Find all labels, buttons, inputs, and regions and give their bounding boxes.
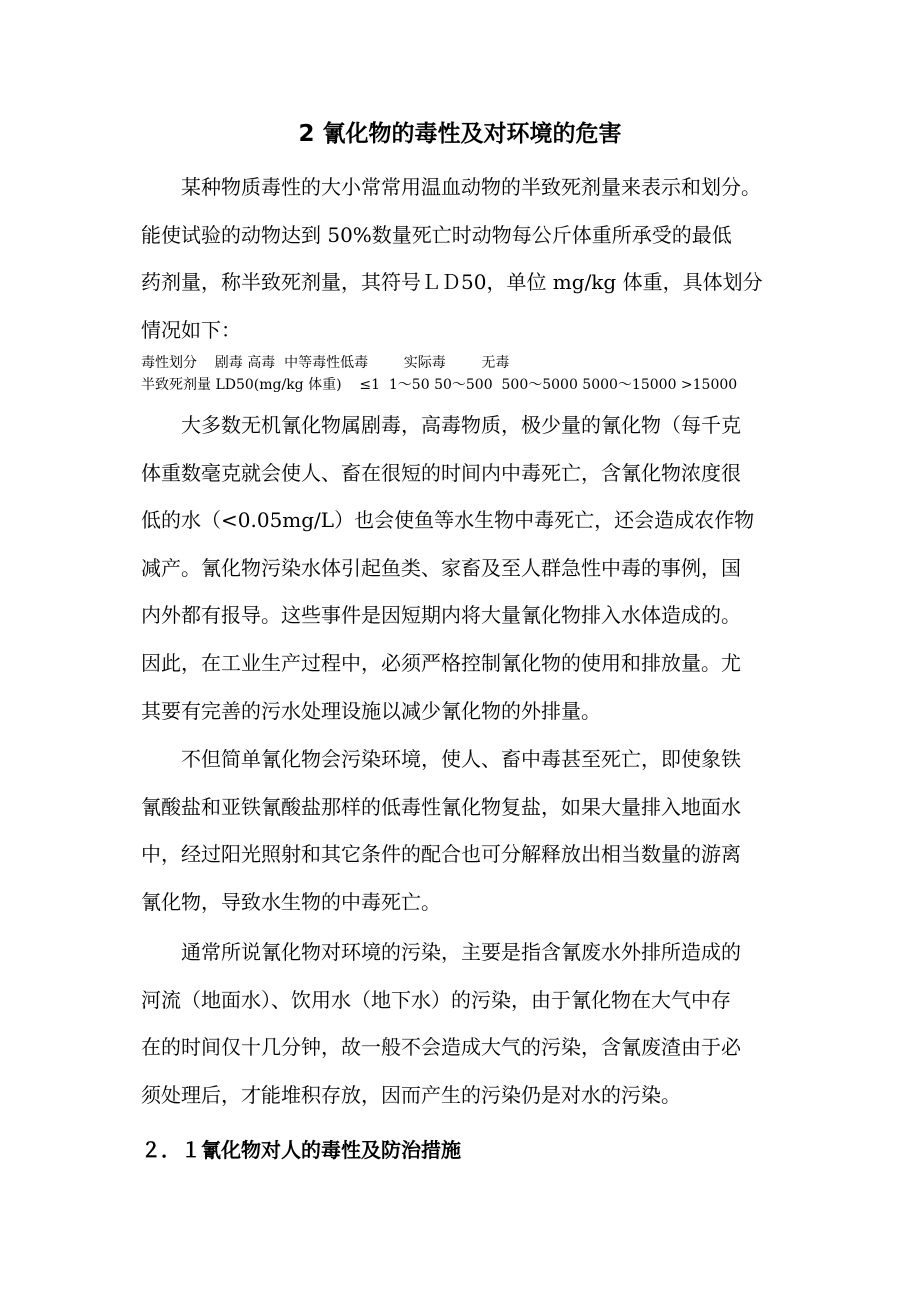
- paragraph-line: 大多数无机氰化物属剧毒，高毒物质，极少量的氰化物（每千克: [181, 413, 741, 437]
- paragraph-line: 减产。氰化物污染水体引起鱼类、家畜及至人群急性中毒的事例，国: [141, 555, 741, 580]
- paragraph-line: 不但简单氰化物会污染环境，使人、畜中毒甚至死亡，即使象铁: [181, 747, 741, 771]
- paragraph-line: 须处理后，才能堆积存放，因而产生的污染仍是对水的污染。: [141, 1082, 681, 1107]
- paragraph-line: 某种物质毒性的大小常常用温血动物的半致死剂量来表示和划分。: [181, 175, 761, 199]
- paragraph-line: 氰化物，导致水生物的中毒死亡。: [141, 889, 441, 914]
- paragraph-line: 氰酸盐和亚铁氰酸盐那样的低毒性氰化物复盐，如果大量排入地面水: [141, 794, 741, 819]
- paragraph-line: 能使试验的动物达到 50%数量死亡时动物每公斤体重所承受的最低: [141, 222, 732, 247]
- page-title: 2 氰化物的毒性及对环境的危害: [298, 121, 622, 147]
- table-value-row: 半致死剂量 LD50(mg/kg 体重) ≤1 1～50 50～500 500～5000 5000～15000 >15000: [141, 377, 738, 393]
- toxicity-classification-table: [141, 352, 841, 396]
- paragraph-line: 因此，在工业生产过程中，必须严格控制氰化物的使用和排放量。尤: [141, 650, 741, 675]
- paragraph-line: 低的水（<0.05mg/L）也会使鱼等水生物中毒死亡，还会造成农作物: [141, 508, 755, 533]
- intro-paragraph: [141, 164, 791, 354]
- complex-salt-paragraph: [141, 736, 791, 926]
- paragraph-line: 通常所说氰化物对环境的污染，主要是指含氰废水外排所造成的: [181, 940, 741, 964]
- table-header-row: 毒性划分 剧毒 高毒 中等毒性低毒 实际毒 无毒: [141, 355, 510, 371]
- paragraph-line: 中，经过阳光照射和其它条件的配合也可分解释放出相当数量的游离: [141, 842, 741, 867]
- paragraph-line: 药剂量，称半致死剂量，其符号ＬＤ50，单位 mg/kg 体重，具体划分: [141, 270, 763, 295]
- environment-pollution-paragraph: [141, 929, 791, 1119]
- paragraph-line: 情况如下：: [141, 317, 241, 342]
- paragraph-line: 体重数毫克就会使人、畜在很短的时间内中毒死亡，含氰化物浓度很: [141, 460, 741, 485]
- inorganic-cyanide-paragraph: [141, 402, 791, 735]
- section-subheading: ２．１氰化物对人的毒性及防治措施: [141, 1138, 461, 1162]
- paragraph-line: 河流（地面水）、饮用水（地下水）的污染，由于氰化物在大气中存: [141, 987, 731, 1012]
- paragraph-line: 其要有完善的污水处理设施以减少氰化物的外排量。: [141, 698, 601, 723]
- paragraph-line: 内外都有报导。这些事件是因短期内将大量氰化物排入水体造成的。: [141, 603, 741, 628]
- paragraph-line: 在的时间仅十几分钟，故一般不会造成大气的污染，含氰废渣由于必: [141, 1035, 741, 1060]
